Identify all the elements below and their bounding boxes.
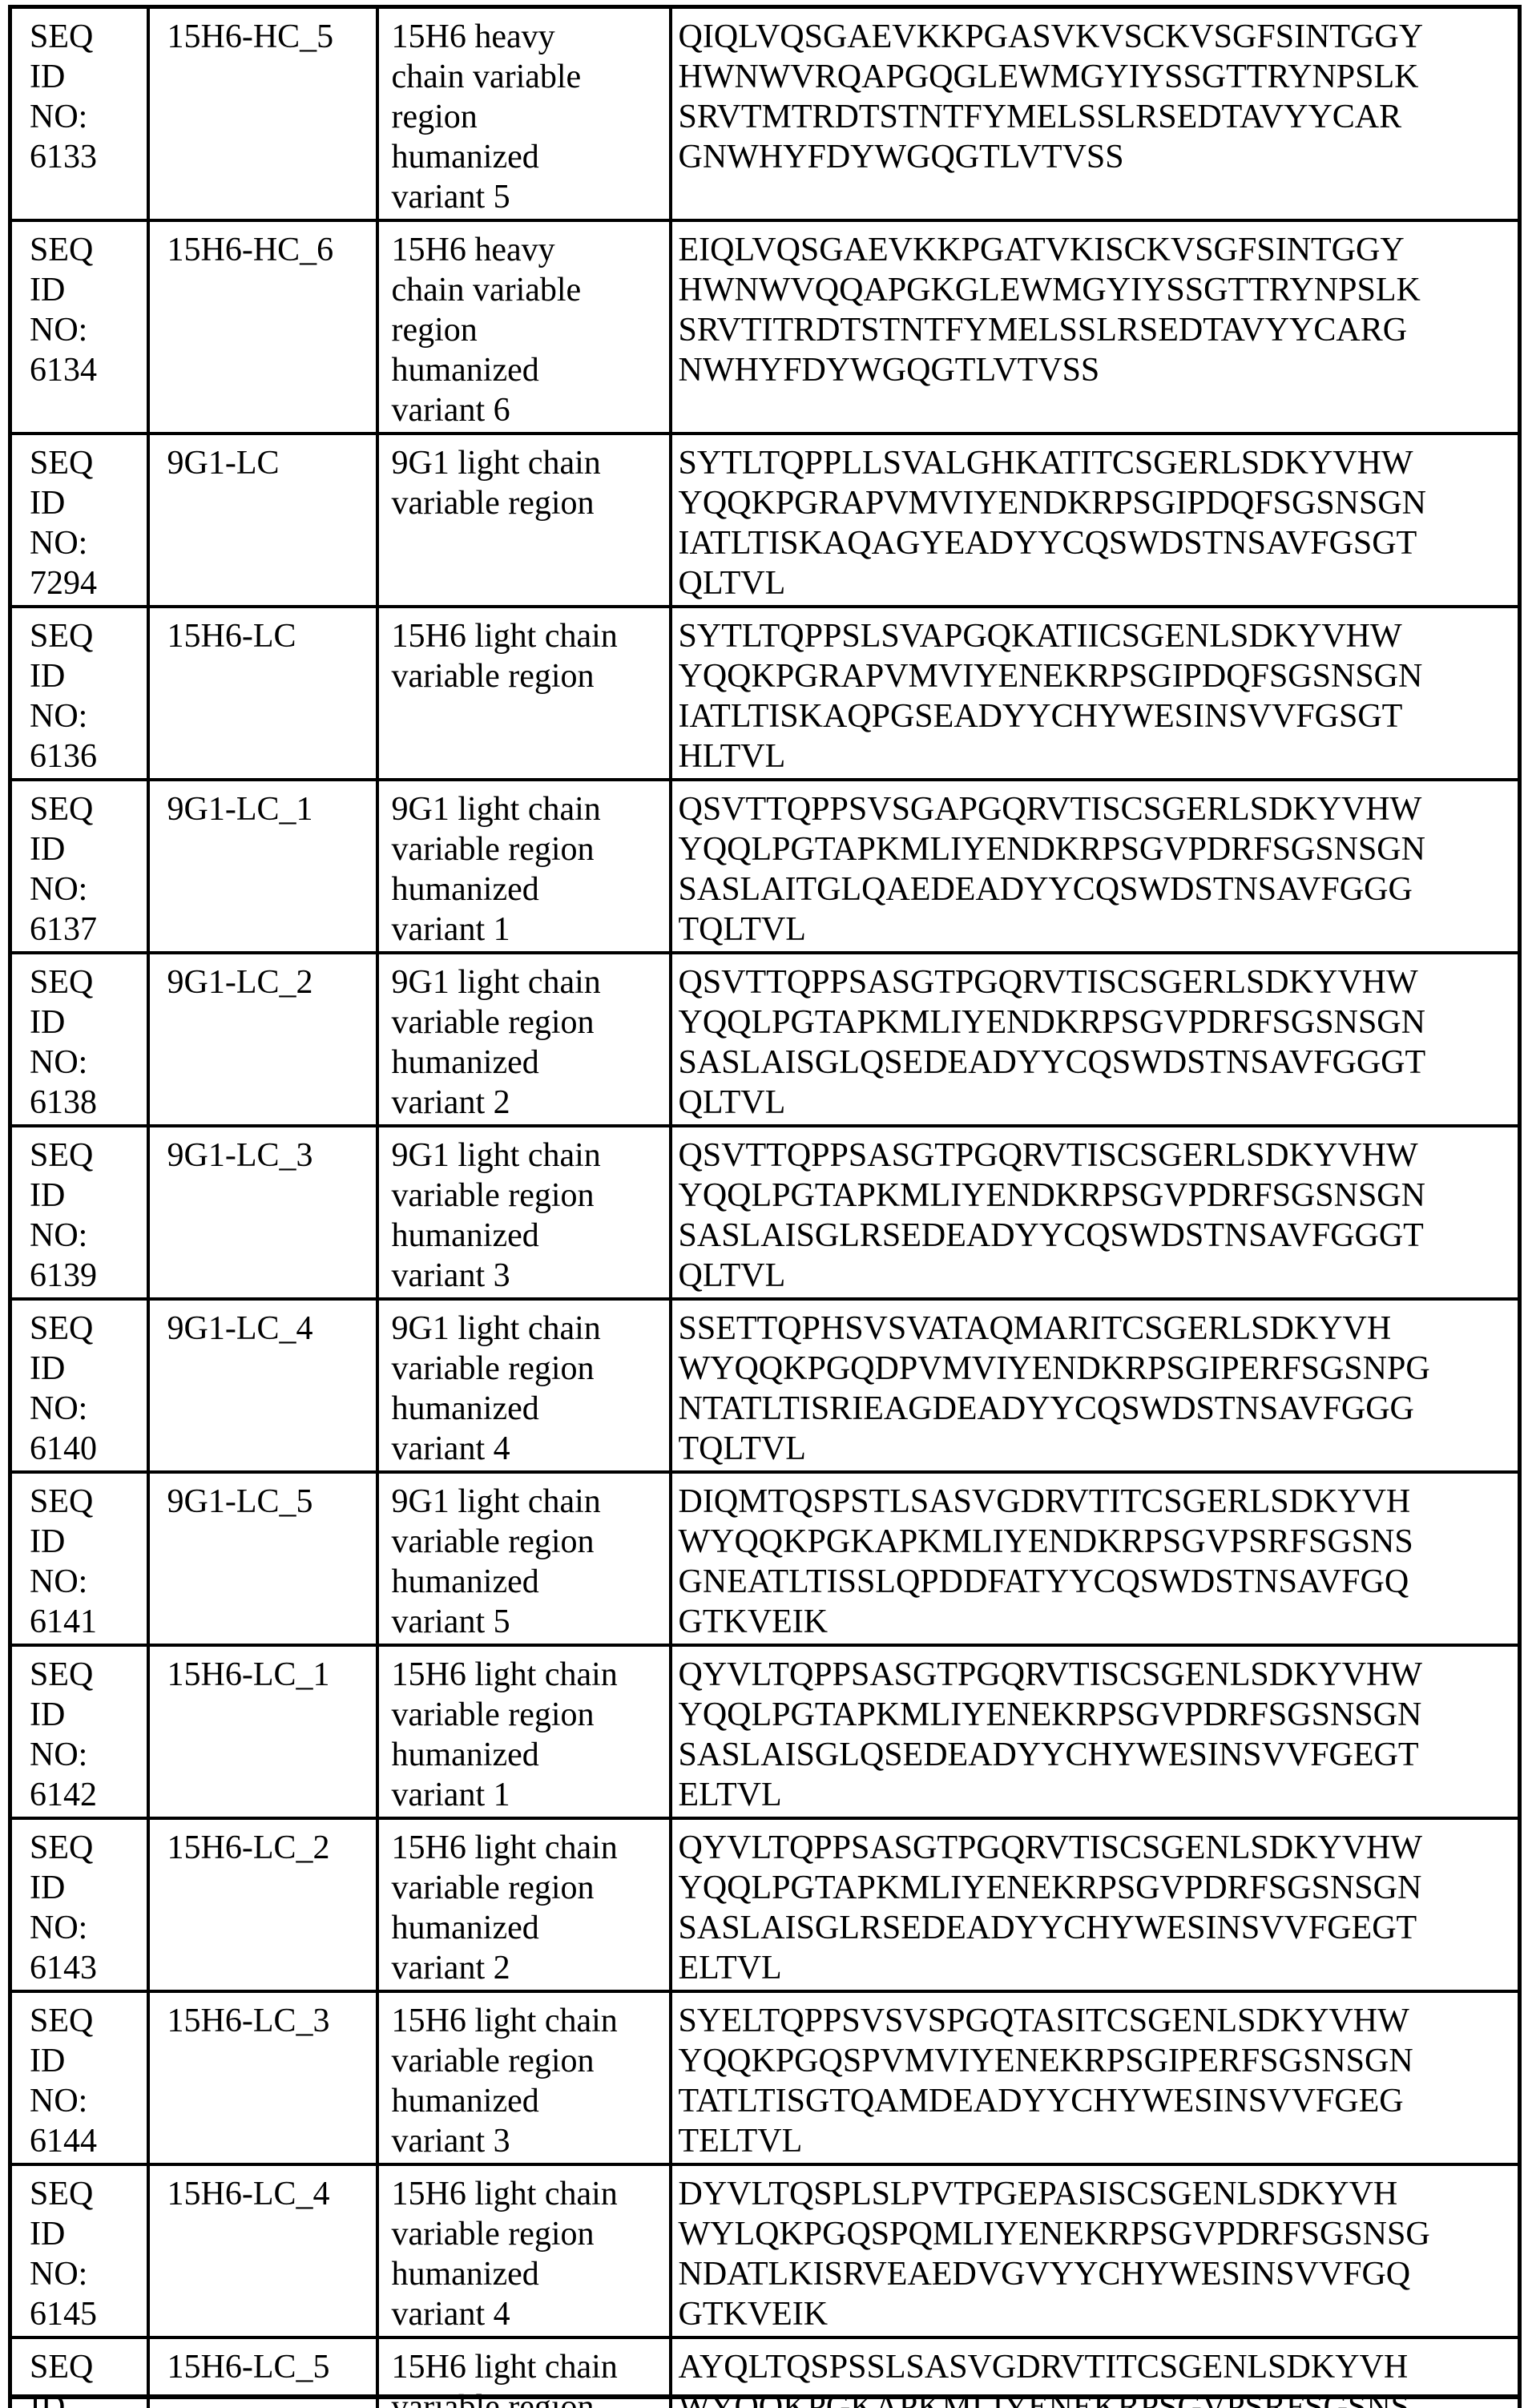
seq-id-cell: SEQ ID NO: 7294 <box>10 434 148 607</box>
description-cell: 15H6 heavy chain variable region humanized variant 5 <box>377 7 671 221</box>
name-cell: 15H6-LC_1 <box>148 1645 377 1818</box>
description-cell: 9G1 light chain variable region humanized variant 3 <box>377 1126 671 1299</box>
sequence-cell: QIQLVQSGAEVKKPGASVKVSCKVSGFSINTGGY HWNWVRQAPGQGLEWMGYIYSSGTTRYNPSLK SRVTMTRDTSTNTFYMELSSLRSEDTAVYYCAR GNWHYFDYWGQGTLVTVSS <box>671 7 1520 221</box>
description-cell: 9G1 light chain variable region humanized variant 1 <box>377 780 671 953</box>
name-cell: 9G1-LC_5 <box>148 1472 377 1645</box>
name-cell: 9G1-LC_1 <box>148 780 377 953</box>
sequence-cell: EIQLVQSGAEVKKPGATVKISCKVSGFSINTGGY HWNWVQQAPGKGLEWMGYIYSSGTTRYNPSLK SRVTITRDTSTNTFYMELSSLRSEDTAVYYCARG NWHYFDYWGQGTLVTVSS <box>671 220 1520 434</box>
seq-id-cell: SEQ ID NO: 6140 <box>10 1299 148 1472</box>
table-row <box>10 1991 1520 2164</box>
name-cell: 15H6-HC_6 <box>148 220 377 434</box>
name-cell: 15H6-HC_5 <box>148 7 377 221</box>
sequence-table-body <box>10 7 1520 2408</box>
name-cell: 9G1-LC <box>148 434 377 607</box>
table-row <box>10 7 1520 221</box>
seq-id-cell: SEQ ID NO: 6136 <box>10 607 148 780</box>
sequence-cell: SYTLTQPPSLSVAPGQKATIICSGENLSDKYVHW YQQKPGRAPVMVIYENEKRPSGIPDQFSGSNSGN IATLTISKAQPGSEADYYCHYWESINSVVFGSGT HLTVL <box>671 607 1520 780</box>
name-cell: 9G1-LC_2 <box>148 953 377 1126</box>
sequence-cell: QYVLTQPPSASGTPGQRVTISCSGENLSDKYVHW YQQLPGTAPKMLIYENEKRPSGVPDRFSGSNSGN SASLAISGLRSEDEADYYCHYWESINSVVFGEGT ELTVL <box>671 1818 1520 1991</box>
description-cell: 15H6 light chain variable region humanized variant 1 <box>377 1645 671 1818</box>
seq-id-cell: SEQ ID NO: 6139 <box>10 1126 148 1299</box>
seq-id-cell: SEQ ID NO: 6134 <box>10 220 148 434</box>
name-cell: 15H6-LC_5 <box>148 2337 377 2408</box>
description-cell: 15H6 light chain variable region humanized variant 2 <box>377 1818 671 1991</box>
table-row <box>10 607 1520 780</box>
seq-id-cell: SEQ ID NO: 6141 <box>10 1472 148 1645</box>
table-row <box>10 2164 1520 2337</box>
table-row <box>10 953 1520 1126</box>
table-row <box>10 220 1520 434</box>
table-row <box>10 1645 1520 1818</box>
seq-id-cell: SEQ ID NO: 6143 <box>10 1818 148 1991</box>
sequence-cell: AYQLTQSPSSLSASVGDRVTITCSGENLSDKYVH <box>671 2337 1520 2408</box>
page-bottom-rule <box>8 2394 1518 2399</box>
sequence-cell: DIQMTQSPSTLSASVGDRVTITCSGERLSDKYVH WYQQKPGKAPKMLIYENDKRPSGVPSRFSGSNS GNEATLTISSLQPDDFATYYCQSWDSTNSAVFGQ GTKVEIK <box>671 1472 1520 1645</box>
sequence-cell: SYELTQPPSVSVSPGQTASITCSGENLSDKYVHW YQQKPGQSPVMVIYENEKRPSGIPERFSGSNSGN TATLTISGTQAMDEADYYCHYWESINSVVFGEG TELTVL <box>671 1991 1520 2164</box>
seq-id-cell: SEQ ID NO: 6133 <box>10 7 148 221</box>
description-cell: 15H6 heavy chain variable region humanized variant 6 <box>377 220 671 434</box>
table-row <box>10 1299 1520 1472</box>
description-cell: 15H6 light chain variable region humanized variant 3 <box>377 1991 671 2164</box>
table-row <box>10 434 1520 607</box>
description-cell: 9G1 light chain variable region humanized variant 2 <box>377 953 671 1126</box>
description-cell: 9G1 light chain variable region humanized variant 4 <box>377 1299 671 1472</box>
description-cell: 15H6 light chain variable region <box>377 607 671 780</box>
name-cell: 15H6-LC <box>148 607 377 780</box>
seq-id-cell: SEQ ID NO: 6138 <box>10 953 148 1126</box>
table-row <box>10 1126 1520 1299</box>
name-cell: 15H6-LC_4 <box>148 2164 377 2337</box>
sequence-cell: DYVLTQSPLSLPVTPGEPASISCSGENLSDKYVH WYLQKPGQSPQMLIYENEKRPSGVPDRFSGSNSG NDATLKISRVEAEDVGVYYCHYWESINSVVFGQ GTKVEIK <box>671 2164 1520 2337</box>
sequence-cell: QSVTTQPPSASGTPGQRVTISCSGERLSDKYVHW YQQLPGTAPKMLIYENDKRPSGVPDRFSGSNSGN SASLAISGLQSEDEADYYCQSWDSTNSAVFGGGT QLTVL <box>671 953 1520 1126</box>
sequence-cell: QSVTTQPPSVSGAPGQRVTISCSGERLSDKYVHW YQQLPGTAPKMLIYENDKRPSGVPDRFSGSNSGN SASLAITGLQAEDEADYYCQSWDSTNSAVFGGG TQLTVL <box>671 780 1520 953</box>
table-row <box>10 1472 1520 1645</box>
table-row <box>10 780 1520 953</box>
description-cell: 9G1 light chain variable region <box>377 434 671 607</box>
seq-id-cell: SEQ ID NO: 6137 <box>10 780 148 953</box>
name-cell: 9G1-LC_3 <box>148 1126 377 1299</box>
sequence-cell: QYVLTQPPSASGTPGQRVTISCSGENLSDKYVHW YQQLPGTAPKMLIYENEKRPSGVPDRFSGSNSGN SASLAISGLQSEDEADYYCHYWESINSVVFGEGT ELTVL <box>671 1645 1520 1818</box>
sequence-table <box>8 5 1522 2408</box>
sequence-cell: QSVTTQPPSASGTPGQRVTISCSGERLSDKYVHW YQQLPGTAPKMLIYENDKRPSGVPDRFSGSNSGN SASLAISGLRSEDEADYYCQSWDSTNSAVFGGGT QLTVL <box>671 1126 1520 1299</box>
seq-id-cell: SEQ ID NO: 6144 <box>10 1991 148 2164</box>
seq-id-cell: SEQ ID NO: 6145 <box>10 2164 148 2337</box>
seq-id-cell: SEQ ID NO: 6142 <box>10 1645 148 1818</box>
sequence-cell: SSETTQPHSVSVATAQMARITCSGERLSDKYVH WYQQKPGQDPVMVIYENDKRPSGIPERFSGSNPG NTATLTISRIEAGDEADYYCQSWDSTNSAVFGGG TQLTVL <box>671 1299 1520 1472</box>
sequence-cell: SYTLTQPPLLSVALGHKATITCSGERLSDKYVHW YQQKPGRAPVMVIYENDKRPSGIPDQFSGSNSGN IATLTISKAQAGYEADYYCQSWDSTNSAVFGSGT QLTVL <box>671 434 1520 607</box>
description-cell: 9G1 light chain variable region humanized variant 5 <box>377 1472 671 1645</box>
description-cell: 15H6 light chain variable region humanized variant 4 <box>377 2164 671 2337</box>
table-row <box>10 1818 1520 1991</box>
seq-id-cell: SEQ <box>10 2337 148 2408</box>
name-cell: 15H6-LC_2 <box>148 1818 377 1991</box>
description-cell: 15H6 light chain <box>377 2337 671 2408</box>
name-cell: 9G1-LC_4 <box>148 1299 377 1472</box>
name-cell: 15H6-LC_3 <box>148 1991 377 2164</box>
